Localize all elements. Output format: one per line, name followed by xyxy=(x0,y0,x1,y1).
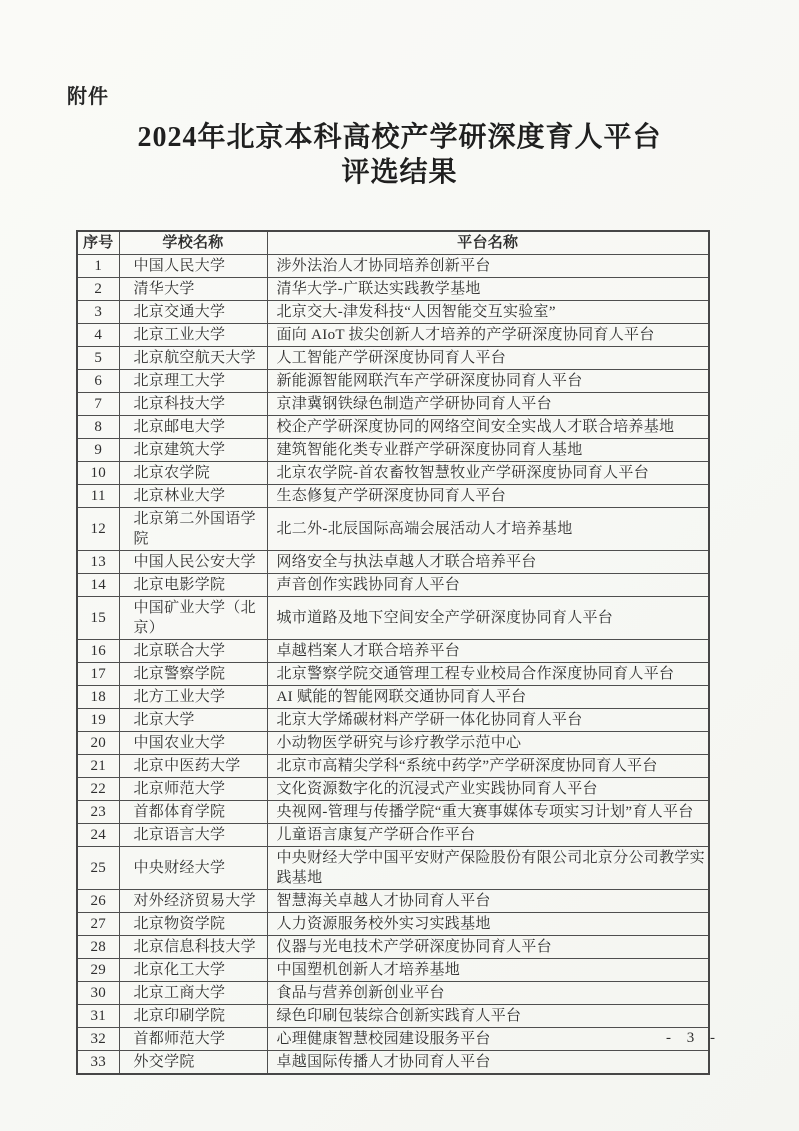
serial-number-cell: 29 xyxy=(77,959,119,982)
serial-number-cell: 24 xyxy=(77,824,119,847)
table-row xyxy=(77,959,709,982)
serial-number-cell: 19 xyxy=(77,709,119,732)
school-name-cell: 北京印刷学院 xyxy=(119,1005,267,1028)
table-row xyxy=(77,890,709,913)
platform-name-cell: 面向 AIoT 拔尖创新人才培养的产学研深度协同育人平台 xyxy=(267,324,709,347)
platform-name-cell: 心理健康智慧校园建设服务平台 xyxy=(267,1028,709,1051)
serial-number-cell: 8 xyxy=(77,416,119,439)
table-row xyxy=(77,255,709,278)
header-serial-number: 序号 xyxy=(77,231,119,255)
serial-number-cell: 22 xyxy=(77,778,119,801)
platform-name-cell: 绿色印刷包装综合创新实践育人平台 xyxy=(267,1005,709,1028)
table-row xyxy=(77,778,709,801)
serial-number-cell: 20 xyxy=(77,732,119,755)
school-name-cell: 北京警察学院 xyxy=(119,663,267,686)
serial-number-cell: 31 xyxy=(77,1005,119,1028)
school-name-cell: 北方工业大学 xyxy=(119,686,267,709)
table-row xyxy=(77,370,709,393)
school-name-cell: 北京建筑大学 xyxy=(119,439,267,462)
platform-name-cell: 生态修复产学研深度协同育人平台 xyxy=(267,485,709,508)
school-name-cell: 北京工业大学 xyxy=(119,324,267,347)
platform-name-cell: 建筑智能化类专业群产学研深度协同育人基地 xyxy=(267,439,709,462)
serial-number-cell: 18 xyxy=(77,686,119,709)
table-row xyxy=(77,686,709,709)
serial-number-cell: 9 xyxy=(77,439,119,462)
platform-name-cell: 中央财经大学中国平安财产保险股份有限公司北京分公司教学实践基地 xyxy=(267,847,709,890)
school-name-cell: 北京电影学院 xyxy=(119,574,267,597)
school-name-cell: 北京中医药大学 xyxy=(119,755,267,778)
platform-name-cell: 卓越档案人才联合培养平台 xyxy=(267,640,709,663)
serial-number-cell: 33 xyxy=(77,1051,119,1075)
school-name-cell: 北京信息科技大学 xyxy=(119,936,267,959)
results-table-body xyxy=(77,255,709,1075)
platform-name-cell: 文化资源数字化的沉浸式产业实践协同育人平台 xyxy=(267,778,709,801)
school-name-cell: 北京物资学院 xyxy=(119,913,267,936)
serial-number-cell: 10 xyxy=(77,462,119,485)
table-row xyxy=(77,278,709,301)
platform-name-cell: 人力资源服务校外实习实践基地 xyxy=(267,913,709,936)
platform-name-cell: 北京农学院-首农畜牧智慧牧业产学研深度协同育人平台 xyxy=(267,462,709,485)
table-row xyxy=(77,1028,709,1051)
results-table xyxy=(76,230,710,1075)
serial-number-cell: 7 xyxy=(77,393,119,416)
serial-number-cell: 21 xyxy=(77,755,119,778)
title-line-2: 评选结果 xyxy=(341,157,458,188)
school-name-cell: 清华大学 xyxy=(119,278,267,301)
serial-number-cell: 4 xyxy=(77,324,119,347)
table-row xyxy=(77,755,709,778)
table-row xyxy=(77,574,709,597)
serial-number-cell: 28 xyxy=(77,936,119,959)
platform-name-cell: 央视网-管理与传播学院“重大赛事媒体专项实习计划”育人平台 xyxy=(267,801,709,824)
school-name-cell: 北京第二外国语学院 xyxy=(119,508,267,551)
table-row xyxy=(77,732,709,755)
school-name-cell: 北京大学 xyxy=(119,709,267,732)
school-name-cell: 北京化工大学 xyxy=(119,959,267,982)
school-name-cell: 北京科技大学 xyxy=(119,393,267,416)
serial-number-cell: 3 xyxy=(77,301,119,324)
serial-number-cell: 16 xyxy=(77,640,119,663)
table-row xyxy=(77,640,709,663)
platform-name-cell: 北京市高精尖学科“系统中药学”产学研深度协同育人平台 xyxy=(267,755,709,778)
header-school-name: 学校名称 xyxy=(119,231,267,255)
platform-name-cell: 声音创作实践协同育人平台 xyxy=(267,574,709,597)
platform-name-cell: 新能源智能网联汽车产学研深度协同育人平台 xyxy=(267,370,709,393)
school-name-cell: 首都师范大学 xyxy=(119,1028,267,1051)
platform-name-cell: 食品与营养创新创业平台 xyxy=(267,982,709,1005)
table-row xyxy=(77,551,709,574)
table-row xyxy=(77,847,709,890)
platform-name-cell: 小动物医学研究与诊疗教学示范中心 xyxy=(267,732,709,755)
platform-name-cell: 北京警察学院交通管理工程专业校局合作深度协同育人平台 xyxy=(267,663,709,686)
platform-name-cell: 城市道路及地下空间安全产学研深度协同育人平台 xyxy=(267,597,709,640)
school-name-cell: 中国人民大学 xyxy=(119,255,267,278)
page-number: - 3 - xyxy=(666,1030,717,1046)
serial-number-cell: 12 xyxy=(77,508,119,551)
school-name-cell: 北京语言大学 xyxy=(119,824,267,847)
table-row xyxy=(77,1051,709,1075)
platform-name-cell: 清华大学-广联达实践教学基地 xyxy=(267,278,709,301)
school-name-cell: 北京工商大学 xyxy=(119,982,267,1005)
school-name-cell: 北京航空航天大学 xyxy=(119,347,267,370)
platform-name-cell: 北二外-北辰国际高端会展活动人才培养基地 xyxy=(267,508,709,551)
table-row xyxy=(77,936,709,959)
school-name-cell: 北京联合大学 xyxy=(119,640,267,663)
table-row xyxy=(77,1005,709,1028)
platform-name-cell: 智慧海关卓越人才协同育人平台 xyxy=(267,890,709,913)
table-row xyxy=(77,597,709,640)
serial-number-cell: 11 xyxy=(77,485,119,508)
school-name-cell: 北京林业大学 xyxy=(119,485,267,508)
school-name-cell: 北京师范大学 xyxy=(119,778,267,801)
school-name-cell: 北京理工大学 xyxy=(119,370,267,393)
header-platform-name: 平台名称 xyxy=(267,231,709,255)
school-name-cell: 中国矿业大学（北京） xyxy=(119,597,267,640)
table-header-row xyxy=(77,231,709,255)
serial-number-cell: 2 xyxy=(77,278,119,301)
table-row xyxy=(77,393,709,416)
school-name-cell: 北京邮电大学 xyxy=(119,416,267,439)
school-name-cell: 中央财经大学 xyxy=(119,847,267,890)
table-row xyxy=(77,324,709,347)
platform-name-cell: 人工智能产学研深度协同育人平台 xyxy=(267,347,709,370)
title-line-1: 2024年北京本科高校产学研深度育人平台 xyxy=(137,122,662,153)
table-row xyxy=(77,663,709,686)
serial-number-cell: 1 xyxy=(77,255,119,278)
document-title xyxy=(0,120,799,190)
serial-number-cell: 32 xyxy=(77,1028,119,1051)
platform-name-cell: 儿童语言康复产学研合作平台 xyxy=(267,824,709,847)
table-row xyxy=(77,709,709,732)
table-row xyxy=(77,824,709,847)
serial-number-cell: 25 xyxy=(77,847,119,890)
table-row xyxy=(77,508,709,551)
serial-number-cell: 15 xyxy=(77,597,119,640)
school-name-cell: 北京农学院 xyxy=(119,462,267,485)
school-name-cell: 中国农业大学 xyxy=(119,732,267,755)
platform-name-cell: 涉外法治人才协同培养创新平台 xyxy=(267,255,709,278)
school-name-cell: 外交学院 xyxy=(119,1051,267,1075)
platform-name-cell: 北京大学烯碳材料产学研一体化协同育人平台 xyxy=(267,709,709,732)
serial-number-cell: 6 xyxy=(77,370,119,393)
platform-name-cell: 中国塑机创新人才培养基地 xyxy=(267,959,709,982)
school-name-cell: 对外经济贸易大学 xyxy=(119,890,267,913)
table-row xyxy=(77,485,709,508)
platform-name-cell: 北京交大-津发科技“人因智能交互实验室” xyxy=(267,301,709,324)
serial-number-cell: 14 xyxy=(77,574,119,597)
serial-number-cell: 17 xyxy=(77,663,119,686)
school-name-cell: 首都体育学院 xyxy=(119,801,267,824)
serial-number-cell: 13 xyxy=(77,551,119,574)
table-row xyxy=(77,301,709,324)
platform-name-cell: 校企产学研深度协同的网络空间安全实战人才联合培养基地 xyxy=(267,416,709,439)
serial-number-cell: 23 xyxy=(77,801,119,824)
attachment-label: 附件 xyxy=(67,86,109,108)
table-row xyxy=(77,347,709,370)
table-row xyxy=(77,982,709,1005)
table-row xyxy=(77,801,709,824)
platform-name-cell: AI 赋能的智能网联交通协同育人平台 xyxy=(267,686,709,709)
table-row xyxy=(77,416,709,439)
platform-name-cell: 卓越国际传播人才协同育人平台 xyxy=(267,1051,709,1075)
platform-name-cell: 网络安全与执法卓越人才联合培养平台 xyxy=(267,551,709,574)
platform-name-cell: 仪器与光电技术产学研深度协同育人平台 xyxy=(267,936,709,959)
school-name-cell: 北京交通大学 xyxy=(119,301,267,324)
table-row xyxy=(77,913,709,936)
school-name-cell: 中国人民公安大学 xyxy=(119,551,267,574)
table-row xyxy=(77,439,709,462)
serial-number-cell: 26 xyxy=(77,890,119,913)
serial-number-cell: 30 xyxy=(77,982,119,1005)
platform-name-cell: 京津冀钢铁绿色制造产学研协同育人平台 xyxy=(267,393,709,416)
serial-number-cell: 27 xyxy=(77,913,119,936)
serial-number-cell: 5 xyxy=(77,347,119,370)
table-row xyxy=(77,462,709,485)
